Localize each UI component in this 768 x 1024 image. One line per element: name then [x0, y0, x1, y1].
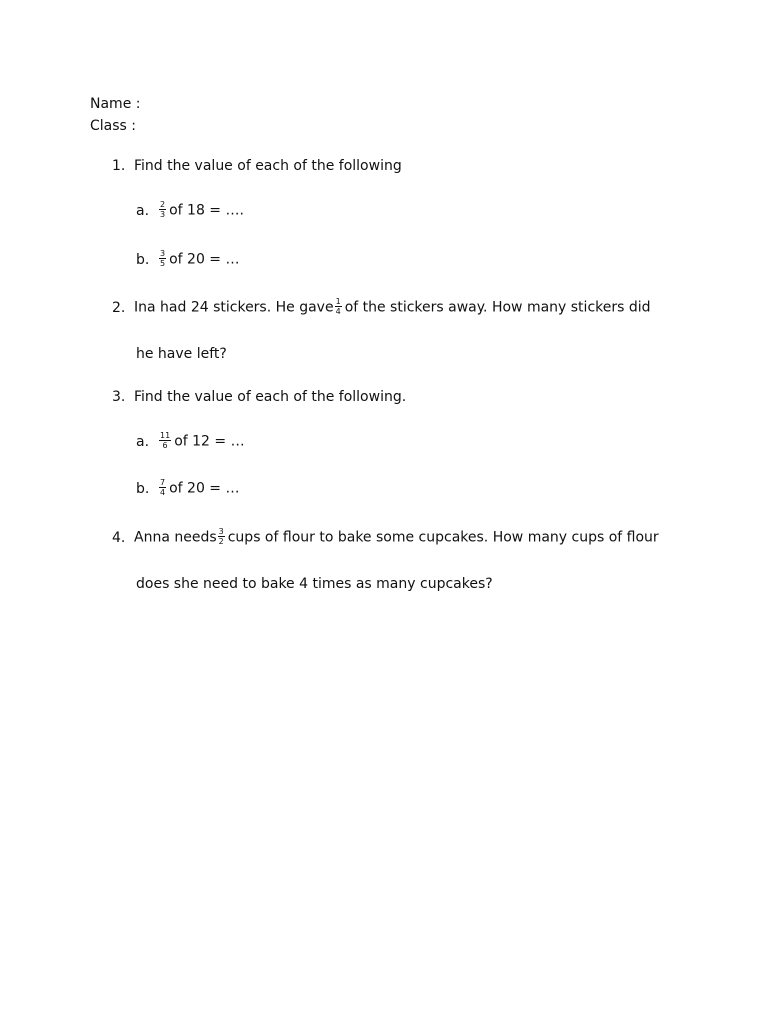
question-4-continuation: does she need to bake 4 times as many cupcakes?: [136, 576, 493, 592]
question-text: Find the value of each of the following.: [134, 389, 407, 405]
part-label: b.: [136, 251, 150, 268]
fraction-numerator: 1: [335, 297, 341, 306]
class-label: Class :: [90, 118, 136, 134]
question-1-part-a: [136, 201, 244, 220]
fraction-numerator: 2: [160, 200, 166, 209]
fraction: [335, 297, 342, 316]
part-label: a.: [136, 202, 150, 219]
question-text-end: cups of flour to bake some cupcakes. How many cups of flour: [227, 529, 659, 546]
part-label: b.: [136, 480, 150, 497]
question-1: [112, 157, 402, 175]
question-4: [112, 528, 659, 547]
part-expression: of 20 = …: [169, 251, 240, 268]
question-text-start: Anna needs: [134, 529, 217, 546]
fraction-denominator: 3: [160, 210, 166, 219]
fraction: [159, 249, 166, 268]
part-expression: of 20 = …: [169, 480, 240, 497]
fraction: [218, 527, 225, 546]
question-3-part-a: [136, 432, 245, 451]
fraction-numerator: 7: [160, 478, 166, 487]
question-3: [112, 388, 406, 406]
question-text: Find the value of each of the following: [134, 158, 402, 174]
question-text-end: of the stickers away. How many stickers did: [344, 299, 651, 316]
fraction-denominator: 4: [335, 307, 341, 316]
fraction: [159, 431, 171, 450]
question-number: 2.: [112, 299, 126, 316]
fraction-denominator: 6: [162, 441, 168, 450]
question-2-continuation: he have left?: [136, 346, 227, 362]
name-label: Name :: [90, 96, 141, 112]
question-number: 1.: [112, 158, 126, 174]
question-number: 4.: [112, 529, 126, 546]
part-expression: of 12 = …: [174, 433, 245, 450]
fraction: [159, 200, 166, 219]
fraction-denominator: 2: [218, 537, 224, 546]
fraction-denominator: 5: [160, 259, 166, 268]
question-number: 3.: [112, 389, 126, 405]
part-expression: of 18 = ….: [169, 202, 244, 219]
question-2: [112, 298, 651, 317]
fraction-numerator: 11: [160, 431, 171, 440]
fraction: [159, 478, 166, 497]
question-1-part-b: [136, 250, 239, 269]
fraction-numerator: 3: [218, 527, 224, 536]
question-text-start: Ina had 24 stickers. He gave: [134, 299, 334, 316]
fraction-denominator: 4: [160, 488, 166, 497]
fraction-numerator: 3: [160, 249, 166, 258]
part-label: a.: [136, 433, 150, 450]
question-3-part-b: [136, 479, 239, 498]
